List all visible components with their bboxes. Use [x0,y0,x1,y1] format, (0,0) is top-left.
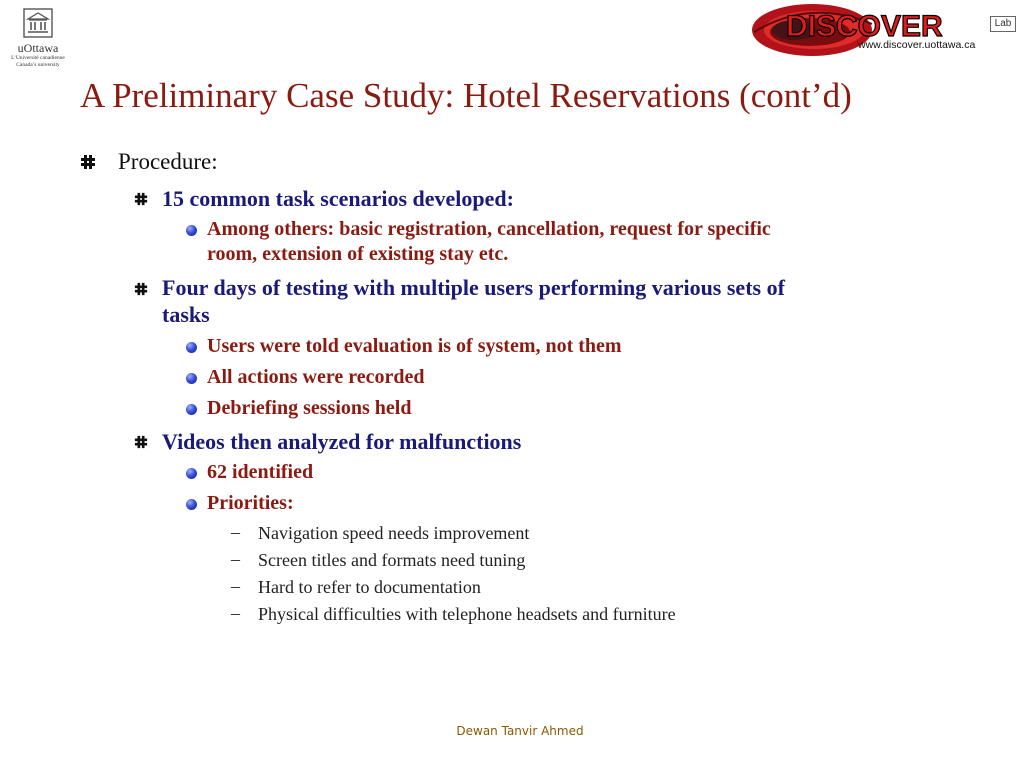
dot-bullet-icon [186,225,197,236]
testing-item: All actions were recorded [207,366,425,388]
scenarios-label: 15 common task scenarios developed: [162,186,514,211]
testing-item: Users were told evaluation is of system, not them [207,335,622,357]
testing-label-line1: Four days of testing with multiple users performing various sets of [162,275,785,300]
procedure-label: Procedure: [118,149,218,174]
hash-bullet-icon [134,282,148,296]
hash-bullet-icon [134,192,148,206]
identified-count: 62 identified [207,461,314,483]
lab-badge: Lab [990,16,1016,32]
scenarios-among-line1: Among others: basic registration, cancellation, request for specific [207,218,771,240]
scenarios-among-line2: room, extension of existing stay etc. [207,243,509,265]
uottawa-name: uOttawa [17,41,59,55]
testing-item: Debriefing sessions held [207,397,412,419]
discover-url: www.discover.uottawa.ca [858,39,976,51]
videos-label: Videos then analyzed for malfunctions [162,429,522,454]
dash-bullet: – [231,576,240,596]
dot-bullet-icon [186,342,197,353]
priorities-label: Priorities: [207,492,294,514]
dot-bullet-icon [186,468,197,479]
priority-item: Screen titles and formats need tuning [258,550,526,570]
priority-item: Navigation speed needs improvement [258,523,530,543]
hash-bullet-icon [80,154,96,170]
dash-bullet: – [231,603,240,623]
priority-item: Hard to refer to documentation [258,577,481,597]
hash-bullet-icon [134,435,148,449]
dot-bullet-icon [186,404,197,415]
footer-author: Dewan Tanvir Ahmed [456,724,584,738]
uottawa-tagline-en: Canada’s university [16,62,60,68]
dot-bullet-icon [186,499,197,510]
dash-bullet: – [231,549,240,569]
dash-bullet: – [231,522,240,542]
dot-bullet-icon [186,373,197,384]
priority-item: Physical difficulties with telephone headsets and furniture [258,604,676,624]
uottawa-tagline-fr: L’Université canadienne [11,55,65,61]
testing-label-line2: tasks [162,302,210,327]
discover-wordmark: DISCOVER [786,10,943,43]
slide-title: A Preliminary Case Study: Hotel Reservations (cont’d) [80,76,852,115]
